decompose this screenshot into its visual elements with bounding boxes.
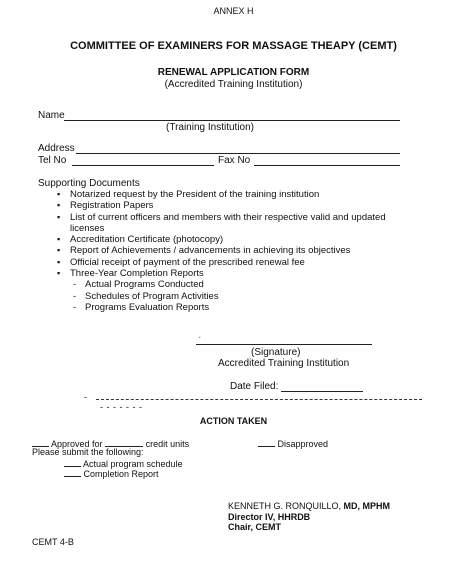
option-blank[interactable] xyxy=(64,457,81,467)
approved-label: Approved for xyxy=(51,439,103,449)
disapproved-checkbox-blank[interactable] xyxy=(258,437,275,447)
list-item: ▪ Registration Papers xyxy=(56,200,386,211)
cut-line xyxy=(96,399,422,400)
tel-label: Tel No xyxy=(38,155,67,166)
list-item: ▪ Notarized request by the President of the training institution xyxy=(56,189,386,200)
supporting-heading: Supporting Documents xyxy=(38,178,140,189)
option-row xyxy=(64,467,159,479)
list-item: ▪ Accreditation Certificate (photocopy) xyxy=(56,234,386,245)
action-heading: ACTION TAKEN xyxy=(199,416,268,426)
disapproved-label: Disapproved xyxy=(277,439,329,449)
list-item: ▪ Report of Achievements / advancements in achieving its objectives xyxy=(56,245,386,256)
option-label: Actual program schedule xyxy=(83,459,183,469)
please-submit: Please submit the following: xyxy=(32,447,144,457)
signature-line[interactable] xyxy=(196,344,372,345)
date-filed-field[interactable] xyxy=(281,391,363,392)
fax-label: Fax No xyxy=(218,155,251,166)
disapproved-row xyxy=(258,437,328,449)
fax-field[interactable] xyxy=(254,165,400,166)
address-field[interactable] xyxy=(76,153,400,154)
signatory-name-line xyxy=(228,501,390,511)
form-subtitle: (Accredited Training Institution) xyxy=(164,79,303,90)
form-code: CEMT 4-B xyxy=(32,537,74,547)
approved-checkbox-blank[interactable] xyxy=(32,437,49,447)
form-title: RENEWAL APPLICATION FORM xyxy=(157,67,310,78)
list-item: ▪ Three-Year Completion Reports xyxy=(56,268,386,279)
signatory-title: Director IV, HHRDB xyxy=(228,512,311,522)
tel-field[interactable] xyxy=(72,165,214,166)
name-label: Name xyxy=(38,110,65,121)
credit-units-field[interactable] xyxy=(105,437,143,447)
credit-units-label: credit units xyxy=(145,439,190,449)
list-item-continuation: licenses xyxy=(70,222,105,234)
annex-label: ANNEX H xyxy=(213,6,254,16)
sub-list-item: - Actual Programs Conducted xyxy=(56,279,386,290)
name-caption: (Training Institution) xyxy=(166,122,254,133)
signatory-name: KENNETH G. RONQUILLO, xyxy=(228,501,342,511)
date-filed-label: Date Filed: xyxy=(230,381,279,392)
list-item: ▪ List of current officers and members with their respective valid and updated xyxy=(56,212,386,223)
address-label: Address xyxy=(38,143,75,154)
name-field[interactable] xyxy=(64,120,400,121)
sub-list-item: - Programs Evaluation Reports xyxy=(56,302,386,313)
option-blank[interactable] xyxy=(64,467,81,477)
signatory-chair: Chair, CEMT xyxy=(228,522,282,532)
sub-list-item: - Schedules of Program Activities xyxy=(56,291,386,302)
option-label: Completion Report xyxy=(83,469,159,479)
supporting-list xyxy=(56,189,386,313)
signature-mark: ˏ xyxy=(198,328,201,338)
committee-title: COMMITTEE OF EXAMINERS FOR MASSAGE THEAPY (CEMT) xyxy=(70,40,397,52)
signature-role: Accredited Training Institution xyxy=(218,358,350,369)
dash-mark: - xyxy=(84,392,87,402)
signature-caption: (Signature) xyxy=(251,347,301,358)
cut-line-continuation: - - - - - - - xyxy=(100,402,143,412)
list-item: ▪ Official receipt of payment of the prescribed renewal fee xyxy=(56,257,386,268)
signatory-credentials: MD, MPHM xyxy=(343,501,391,511)
